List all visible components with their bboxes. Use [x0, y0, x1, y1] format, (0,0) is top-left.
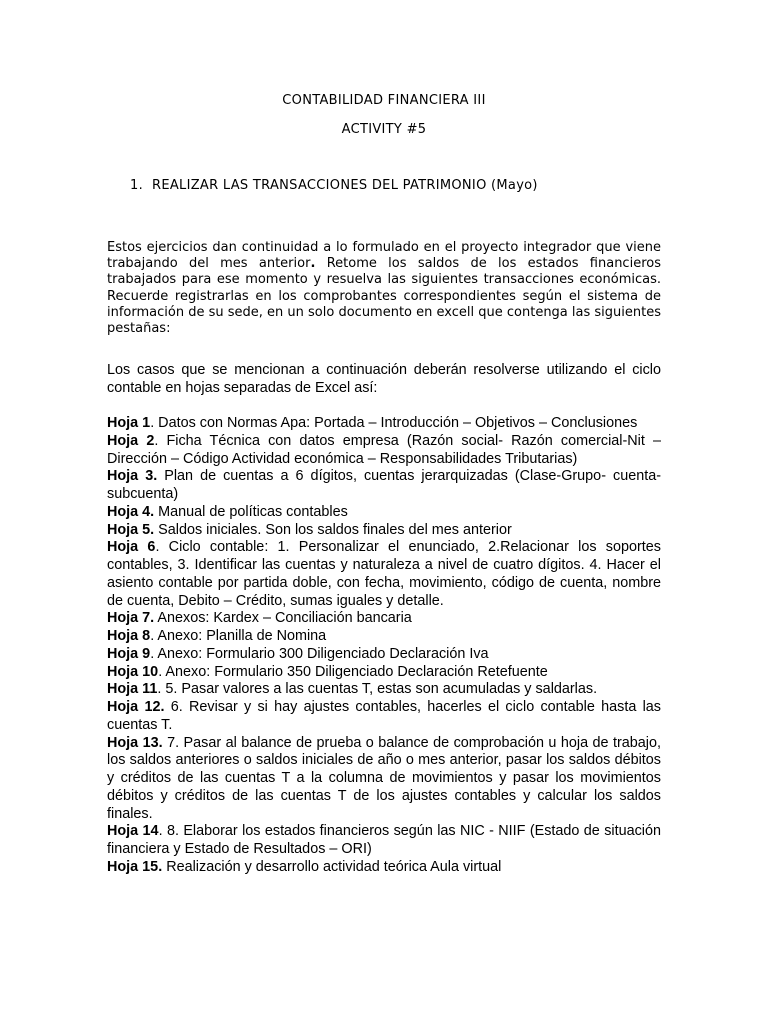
sheet-label: Hoja 11	[107, 681, 158, 698]
intro-paragraph	[107, 240, 661, 337]
sheet-label: Hoja 10	[107, 663, 159, 680]
intro-part-2: Retome los saldos de los estados financieros trabajados para ese momento y resuelva las siguientes transacciones económicas. Recuerde registrarlas en los comprobantes correspondientes según el sistema de información de su sede, en un solo documento en excell que contenga las siguientes pestañas:	[107, 256, 661, 337]
sheet-text: . 8. Elaborar los estados financieros según las NIC - NIIF (Estado de situación financiera y Estado de Resultados – ORI)	[107, 823, 661, 857]
sheet-item	[107, 468, 661, 504]
sheet-text: . Ficha Técnica con datos empresa (Razón social- Razón comercial-Nit – Dirección – Código Actividad económica – Responsabilidades Tributarias)	[107, 432, 662, 467]
sheet-label: Hoja 7.	[107, 610, 155, 627]
section-heading-text: REALIZAR LAS TRANSACCIONES DEL PATRIMONIO (Mayo)	[152, 178, 538, 193]
sheet-label: Hoja 8	[107, 628, 151, 644]
sheet-label: Hoja 6	[107, 539, 156, 556]
sheet-label: Hoja 4.	[107, 503, 155, 520]
sheet-item	[107, 433, 661, 469]
sheet-text: Saldos iniciales. Son los saldos finales del mes anterior	[154, 521, 512, 538]
intro-period: .	[310, 256, 316, 272]
sheet-text: 7. Pasar al balance de prueba o balance de comprobación u hoja de trabajo, los saldos anteriores o saldos iniciales de año o mes anterior, pasar los saldos débitos y créditos de las cuentas T a la columna de movimientos y pasar los movimientos débitos y créditos de las cuentas T de los ajustes contables y calcular los saldos finales.	[107, 734, 661, 822]
sheet-item	[107, 539, 661, 610]
sheet-text: . 5. Pasar valores a las cuentas T, estas son acumuladas y saldarlas.	[157, 681, 598, 698]
sheet-item	[107, 628, 661, 646]
sheet-label: Hoja 9	[107, 645, 151, 662]
sheet-text: Anexos: Kardex – Conciliación bancaria	[154, 610, 412, 627]
cases-paragraph: Los casos que se mencionan a continuación deberán resolverse utilizando el ciclo contable en hojas separadas de Excel así:	[107, 362, 661, 396]
sheet-item	[107, 735, 661, 824]
sheet-item	[107, 415, 661, 433]
sheet-label: Hoja 2	[107, 432, 155, 449]
sheet-label: Hoja 12.	[107, 699, 165, 715]
sheet-item	[107, 610, 661, 628]
sheet-list	[107, 415, 661, 877]
sheet-item	[107, 664, 661, 682]
intro-part-1: Estos ejercicios dan continuidad a lo formulado en el proyecto integrador que viene trabajando del mes anterior	[107, 240, 661, 272]
sheet-text: . Ciclo contable: 1. Personalizar el enunciado, 2.Relacionar los soportes contables, 3. Identificar las cuentas y naturaleza a nivel de cuatro dígitos. 4. Hacer el asiento contable por partida doble, con fecha, movimiento, código de cuenta, nombre de cuenta, Debito – Crédito, sumas iguales y detalle.	[107, 539, 662, 609]
sheet-text: . Anexo: Planilla de Nomina	[150, 628, 327, 644]
sheet-item	[107, 823, 661, 859]
sheet-label: Hoja 1	[107, 415, 151, 431]
sheet-text: . Datos con Normas Apa: Portada – Introducción – Objetivos – Conclusiones	[150, 415, 638, 431]
sheet-label: Hoja 3.	[107, 468, 158, 485]
sheet-label: Hoja 13.	[107, 734, 163, 751]
sheet-label: Hoja 5.	[107, 521, 155, 538]
sheet-item	[107, 681, 661, 699]
sheet-label: Hoja 15.	[107, 858, 163, 875]
sheet-item	[107, 504, 661, 522]
section-number: 1.	[130, 178, 144, 193]
sheet-text: 6. Revisar y si hay ajustes contables, hacerles el ciclo contable hasta las cuentas T.	[107, 699, 661, 733]
sheet-item	[107, 522, 661, 540]
sheet-text: Manual de políticas contables	[154, 503, 348, 520]
sheet-label: Hoja 14	[107, 823, 159, 840]
sheet-item	[107, 859, 661, 877]
sheet-text: . Anexo: Formulario 300 Diligenciado Declaración Iva	[150, 645, 489, 662]
sheet-text: . Anexo: Formulario 350 Diligenciado Declaración Retefuente	[158, 663, 548, 680]
sheet-item	[107, 699, 661, 735]
sheet-text: Plan de cuentas a 6 dígitos, cuentas jerarquizadas (Clase-Grupo- cuenta-subcuenta)	[107, 468, 662, 502]
sheet-item	[107, 646, 661, 664]
document-title: CONTABILIDAD FINANCIERA III	[282, 93, 486, 108]
document-subtitle: ACTIVITY #5	[341, 122, 427, 137]
section-heading	[130, 178, 538, 193]
sheet-text: Realización y desarrollo actividad teórica Aula virtual	[162, 858, 502, 875]
